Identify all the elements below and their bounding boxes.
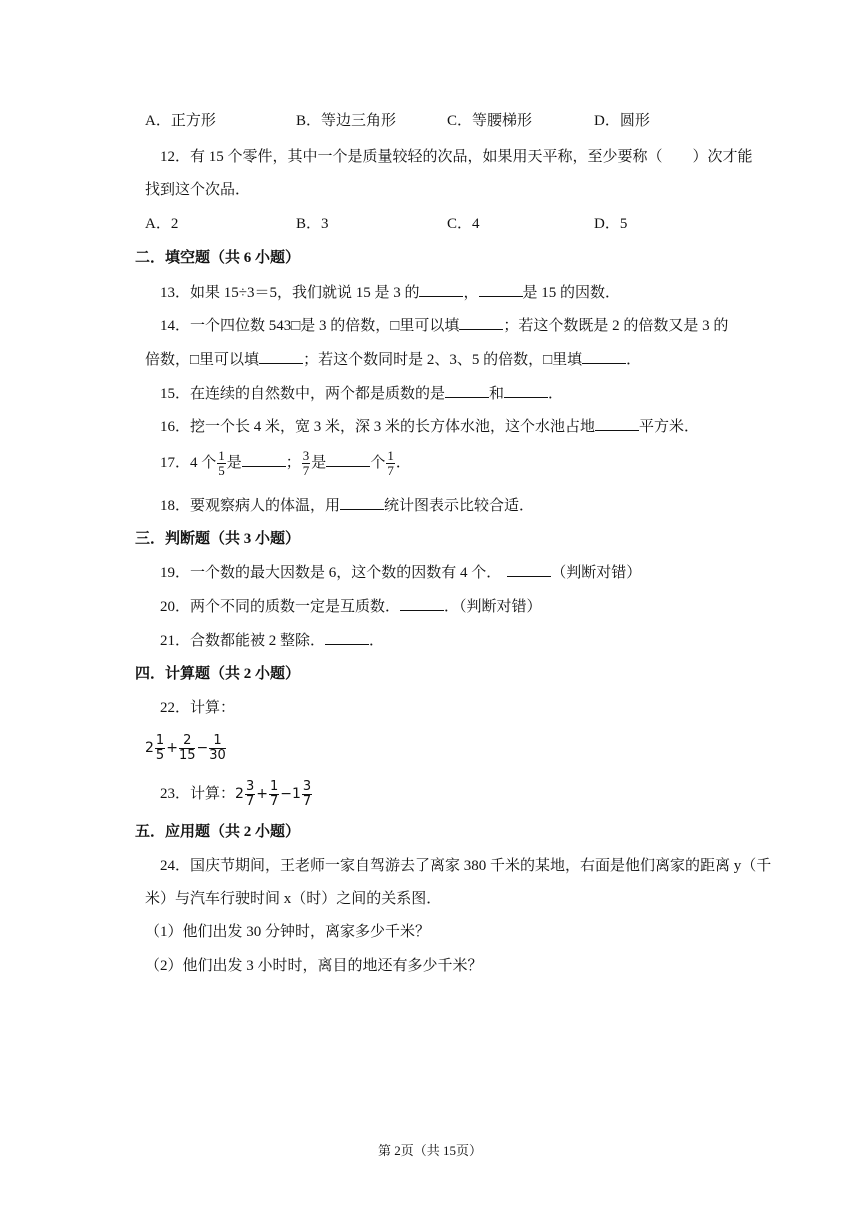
fraction: $\frac{2}{15}$ — [178, 732, 196, 763]
answer-blank[interactable] — [400, 596, 444, 611]
fraction: $\frac{1}{5}$ — [155, 732, 165, 763]
answer-blank[interactable] — [582, 349, 626, 364]
section-5-heading: 五．应用题（共 2 小题） — [135, 824, 301, 840]
question-22-expression: 2 $\frac{1}{5}$ + $\frac{2}{15}$ − $\frac{1}{30}$ — [145, 732, 226, 763]
fraction: $\frac{3}{7}$ — [302, 778, 312, 809]
question-24-line2: 米）与汽车行驶时间 x（时）之间的关系图． — [145, 891, 442, 907]
question-16: 16．挖一个长 4 米，宽 3 米，深 3 米的长方体水池，这个水池占地 平方米． — [160, 416, 699, 437]
q12-option-a: A．2 — [145, 216, 179, 232]
q12-option-b: B．3 — [296, 216, 329, 232]
answer-blank[interactable] — [259, 349, 303, 364]
fraction: $\frac{1}{30}$ — [209, 732, 226, 763]
question-14-line1: 14．一个四位数 543□是 3 的倍数，□里可以填 ；若这个数既是 2 的倍数又是 3 的 — [160, 315, 728, 336]
fraction: $\frac{3}{7}$ — [245, 778, 255, 809]
question-17: 17．4 个 $\frac{1}{5}$ 是 ； $\frac{3}{7}$ 是 个 $\frac{1}{7}$ ． — [160, 448, 411, 479]
q11-option-c: C．等腰梯形 — [447, 113, 533, 129]
fraction: $\frac{1}{5}$ — [218, 448, 225, 479]
question-23: 23．计算：2 $\frac{3}{7}$ + $\frac{1}{7}$ −1 $\frac{3}{7}$ — [160, 778, 312, 809]
q12-option-c: C．4 — [447, 216, 480, 232]
q11-option-a: A．正方形 — [145, 113, 216, 129]
question-24-line1: 24．国庆节期间，王老师一家自驾游去了离家 380 千米的某地，右面是他们离家的距离 y（千 — [160, 858, 772, 874]
q12-option-d: D．5 — [594, 216, 628, 232]
question-24-sub2: （2）他们出发 3 小时时，离目的地还有多少千米？ — [145, 958, 483, 974]
answer-blank[interactable] — [325, 630, 369, 645]
fraction: $\frac{3}{7}$ — [302, 448, 310, 479]
question-24-sub1: （1）他们出发 30 分钟时，离家多少千米？ — [145, 924, 431, 940]
question-13: 13．如果 15÷3＝5，我们就说 15 是 3 的 ， 是 15 的因数． — [160, 282, 620, 303]
answer-blank[interactable] — [459, 315, 503, 330]
answer-blank[interactable] — [504, 383, 548, 398]
question-21: 21．合数都能被 2 整除． ． — [160, 630, 384, 651]
question-19: 19．一个数的最大因数是 6，这个数的因数有 4 个． （判断对错） — [160, 562, 641, 583]
page-footer: 第 2页（共 15页） — [377, 1143, 482, 1158]
question-22: 22．计算： — [160, 700, 236, 716]
question-20: 20．两个不同的质数一定是互质数． ．（判断对错） — [160, 596, 542, 617]
section-2-heading: 二．填空题（共 6 小题） — [135, 250, 301, 266]
fraction: $\frac{1}{7}$ — [387, 448, 394, 479]
question-14-line2: 倍数，□里可以填 ；若这个数同时是 2、3、5 的倍数，□里填 ． — [145, 349, 641, 370]
answer-blank[interactable] — [242, 452, 286, 467]
section-4-heading: 四．计算题（共 2 小题） — [135, 666, 301, 682]
q12-line1: 12．有 15 个零件，其中一个是质量较轻的次品，如果用天平称，至少要称（ ）次才能 — [160, 149, 753, 165]
q11-option-d: D．圆形 — [594, 113, 650, 129]
answer-blank[interactable] — [445, 383, 489, 398]
q12-line2: 找到这个次品． — [145, 182, 251, 198]
section-3-heading: 三．判断题（共 3 小题） — [135, 531, 301, 547]
question-15: 15．在连续的自然数中，两个都是质数的是 和 ． — [160, 383, 563, 404]
fraction: $\frac{1}{7}$ — [269, 778, 279, 809]
answer-blank[interactable] — [340, 495, 384, 510]
answer-blank[interactable] — [326, 452, 370, 467]
answer-blank[interactable] — [595, 416, 639, 431]
question-18: 18．要观察病人的体温，用 统计图表示比较合适． — [160, 495, 534, 516]
q11-option-b: B．等边三角形 — [296, 113, 397, 129]
answer-blank[interactable] — [419, 282, 463, 297]
answer-blank[interactable] — [507, 562, 551, 577]
answer-blank[interactable] — [479, 282, 523, 297]
